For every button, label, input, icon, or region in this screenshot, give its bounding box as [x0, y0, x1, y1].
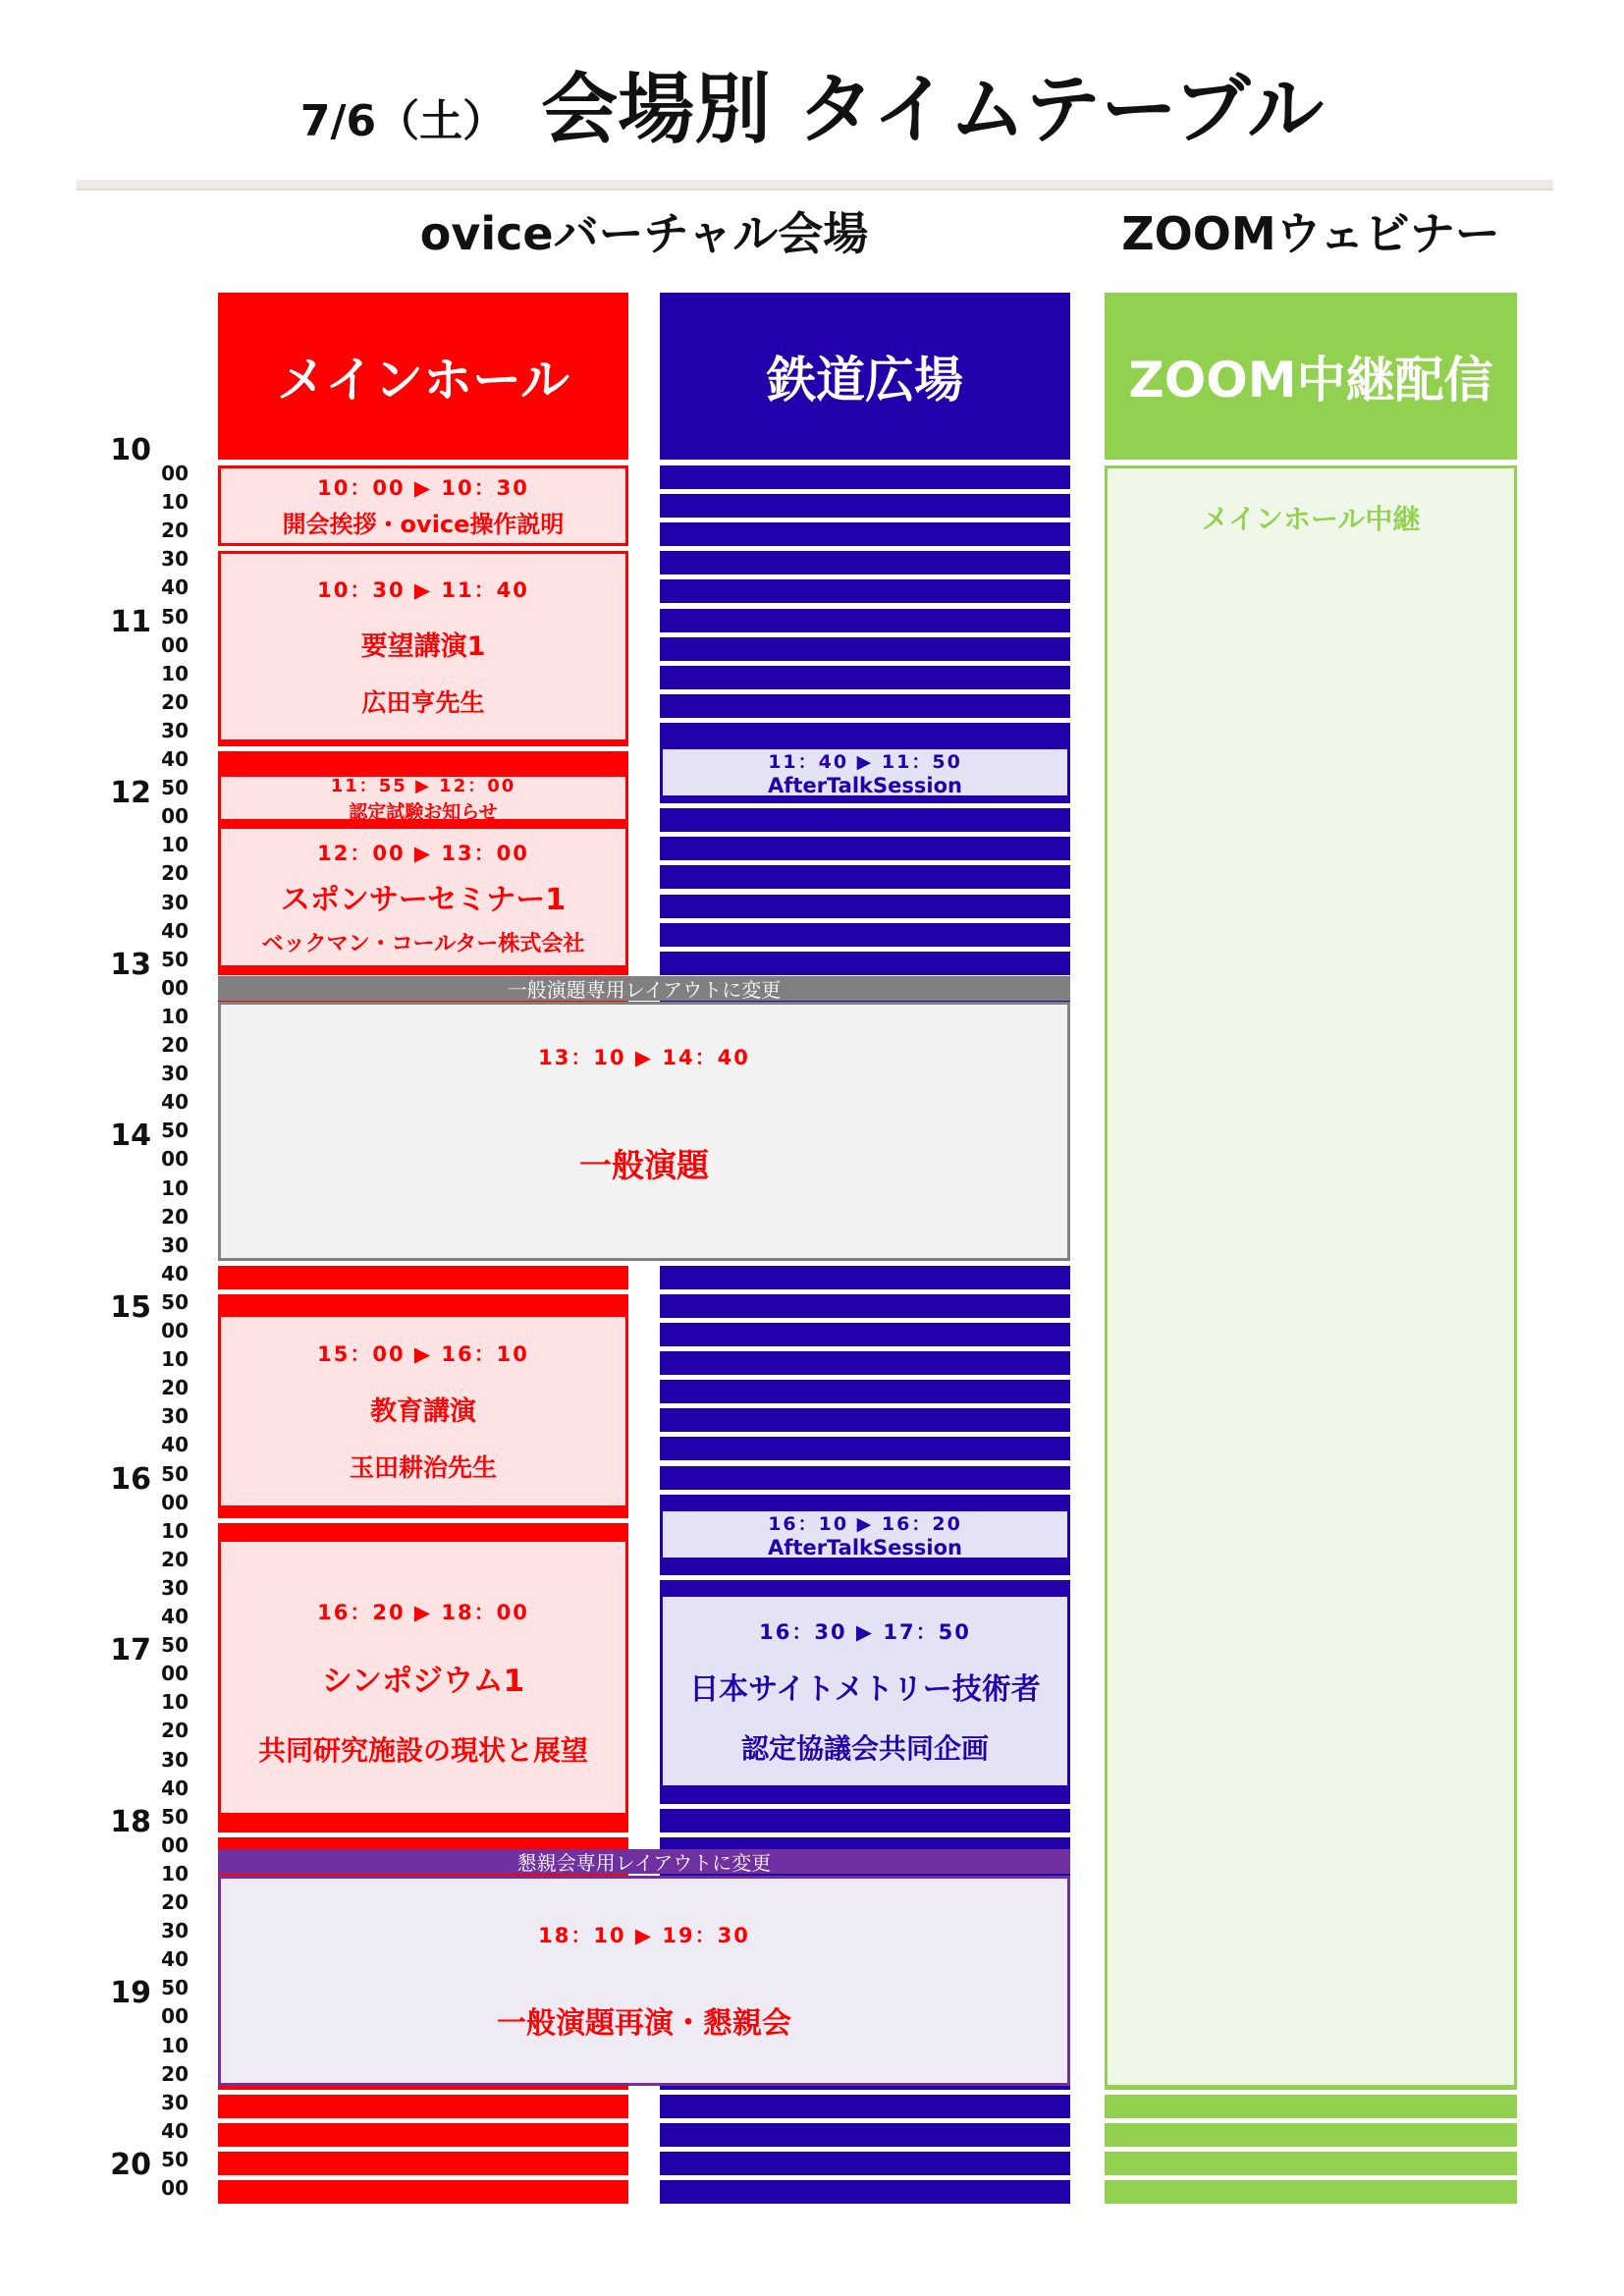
- hour-label: 10: [110, 433, 151, 467]
- session-time: 16：20 ▶ 18：00: [317, 1601, 529, 1624]
- hour-label: 15: [110, 1290, 151, 1325]
- hour-label: 20: [110, 2148, 151, 2182]
- time-slot-rail: [660, 837, 1070, 860]
- time-slot-rail: [660, 808, 1070, 832]
- time-slot-rail: [660, 465, 1070, 489]
- minute-label: 50: [161, 604, 189, 629]
- minute-label: 40: [161, 1261, 189, 1285]
- minute-label: 40: [161, 1433, 189, 1457]
- session-title: 一般演題: [579, 1146, 709, 1184]
- session-general-presentations[interactable]: [218, 1002, 1070, 1261]
- minute-label: 20: [161, 861, 189, 886]
- time-slot-rail: [660, 694, 1070, 718]
- column-header-zoom-relay: ZOOM中継配信: [1105, 293, 1517, 460]
- minute-label: 00: [161, 1319, 189, 1342]
- minute-label: 40: [161, 1947, 189, 1972]
- minute-label: 20: [161, 2061, 189, 2086]
- session-request-lecture-1[interactable]: [218, 551, 628, 742]
- time-slot-rail: [660, 1266, 1070, 1289]
- column-header-main-hall: メインホール: [218, 293, 628, 460]
- time-slot-rail: [660, 2123, 1070, 2147]
- session-after-talk-2[interactable]: [660, 1508, 1070, 1560]
- session-title: スポンサーセミナー1: [280, 883, 567, 917]
- venue-label-zoom: ZOOMウェビナー: [1121, 207, 1500, 260]
- session-title: AfterTalkSession: [768, 774, 962, 797]
- minute-label: 50: [161, 947, 189, 971]
- session-time: 10：00 ▶ 10：30: [317, 475, 529, 500]
- minute-label: 50: [161, 1289, 189, 1314]
- time-slot-main: [218, 2152, 628, 2175]
- hour-label: 18: [110, 1804, 151, 1839]
- session-title: 開会挨拶・ovice操作説明: [282, 511, 565, 539]
- session-title: 一般演題再演・懇親会: [497, 2006, 791, 2041]
- time-slot-rail: [660, 1466, 1070, 1490]
- minute-label: 30: [161, 1404, 189, 1429]
- minute-label: 00: [161, 2176, 189, 2200]
- time-slot-rail: [660, 1323, 1070, 1346]
- session-time: 11：55 ▶ 12：00: [330, 776, 516, 796]
- minute-label: 10: [161, 2033, 189, 2057]
- minute-label: 30: [161, 890, 189, 914]
- hour-label: 12: [110, 776, 151, 811]
- time-slot-rail: [660, 1809, 1070, 1832]
- session-speaker: ベックマン・コールター株式会社: [261, 931, 585, 957]
- session-subtitle: 認定協議会共同企画: [740, 1731, 989, 1765]
- minute-label: 10: [161, 661, 189, 685]
- session-sponsor-seminar-1[interactable]: [218, 826, 628, 968]
- session-time: 15：00 ▶ 16：10: [317, 1341, 529, 1366]
- minute-label: 20: [161, 1376, 189, 1400]
- session-title: メインホール中継: [1201, 503, 1421, 535]
- time-slot-rail: [660, 666, 1070, 689]
- minute-label: 50: [161, 1976, 189, 2000]
- minute-label: 00: [161, 462, 189, 485]
- minute-label: 30: [161, 718, 189, 742]
- session-time: 10：30 ▶ 11：40: [317, 578, 529, 602]
- session-time: 11：40 ▶ 11：50: [768, 751, 962, 773]
- minute-label: 30: [161, 1232, 189, 1257]
- minute-label: 00: [161, 632, 189, 657]
- session-subtitle: 共同研究施設の現状と展望: [257, 1734, 588, 1767]
- minute-label: 20: [161, 1204, 189, 1229]
- hour-label: 16: [110, 1461, 151, 1497]
- title-divider: [77, 180, 1553, 191]
- time-slot-rail: [660, 895, 1070, 918]
- session-title: 認定試験お知らせ: [349, 801, 498, 823]
- minute-label: 00: [161, 1490, 189, 1514]
- time-slot-main: [218, 2180, 628, 2204]
- time-slot-rail: [660, 609, 1070, 632]
- time-slot-zoom: [1105, 2180, 1517, 2204]
- minute-label: 20: [161, 1719, 189, 1743]
- minute-label: 30: [161, 1747, 189, 1772]
- session-time: 16：10 ▶ 16：20: [768, 1513, 962, 1535]
- time-slot-rail: [660, 637, 1070, 661]
- time-slot-main: [218, 2123, 628, 2147]
- session-title: 要望講演1: [360, 631, 486, 662]
- minute-label: 10: [161, 1518, 189, 1543]
- minute-label: 10: [161, 1347, 189, 1372]
- hour-label: 19: [110, 1976, 151, 2011]
- time-slot-zoom: [1105, 2152, 1517, 2175]
- session-title: 教育講演: [370, 1395, 476, 1427]
- layout-change-banner-social: 懇親会専用レイアウトに変更: [218, 1849, 1070, 1874]
- minute-label: 20: [161, 519, 189, 543]
- venue-label-ovice: oviceバーチャル会場: [419, 207, 869, 260]
- minute-label: 50: [161, 1804, 189, 1829]
- time-slot-zoom: [1105, 2095, 1517, 2118]
- time-slot-rail: [660, 952, 1070, 975]
- minute-label: 50: [161, 1119, 189, 1143]
- time-slot-rail: [660, 579, 1070, 603]
- minute-label: 20: [161, 689, 189, 714]
- time-slot-rail: [660, 2152, 1070, 2175]
- minute-label: 20: [161, 1033, 189, 1057]
- session-speaker: 広田亨先生: [361, 688, 485, 717]
- session-time: 18：10 ▶ 19：30: [538, 1924, 750, 1947]
- minute-label: 50: [161, 1461, 189, 1486]
- minute-label: 00: [161, 1832, 189, 1857]
- minute-label: 40: [161, 747, 189, 771]
- time-slot-main: [218, 1266, 628, 1289]
- session-cytometry-joint-program[interactable]: [660, 1594, 1070, 1788]
- session-time: 16：30 ▶ 17：50: [759, 1619, 971, 1644]
- time-slot-rail: [660, 865, 1070, 889]
- minute-label: 30: [161, 1062, 189, 1086]
- time-slot-rail: [660, 2095, 1070, 2118]
- minute-label: 40: [161, 918, 189, 943]
- minute-label: 00: [161, 804, 189, 829]
- minute-label: 10: [161, 1004, 189, 1028]
- minute-label: 40: [161, 1776, 189, 1800]
- time-slot-main: [218, 2095, 628, 2118]
- session-time: 12：00 ▶ 13：00: [317, 841, 529, 865]
- session-opening[interactable]: [218, 465, 628, 546]
- minute-label: 10: [161, 833, 189, 857]
- minute-label: 10: [161, 1175, 189, 1200]
- minute-label: 30: [161, 2090, 189, 2114]
- time-slot-rail: [660, 1437, 1070, 1460]
- session-rerun-and-social[interactable]: [218, 1876, 1070, 2086]
- time-slot-rail: [660, 1294, 1070, 1318]
- minute-label: 40: [161, 1605, 189, 1628]
- session-title: シンポジウム1: [321, 1664, 525, 1699]
- minute-label: 00: [161, 975, 189, 1000]
- time-slot-rail: [660, 1380, 1070, 1403]
- time-slot-rail: [660, 551, 1070, 574]
- column-header-railway-plaza: 鉄道広場: [660, 293, 1070, 460]
- page-date: 7/6（土）: [299, 96, 507, 146]
- page-title: [0, 61, 1624, 171]
- hour-label: 17: [110, 1633, 151, 1668]
- page-title-text: 会場別 タイムテーブル: [541, 66, 1325, 154]
- time-slot-zoom: [1105, 2123, 1517, 2147]
- session-title: AfterTalkSession: [768, 1536, 962, 1559]
- minute-label: 10: [161, 490, 189, 515]
- hour-label: 14: [110, 1119, 151, 1154]
- session-educational-lecture[interactable]: [218, 1314, 628, 1508]
- minute-label: 40: [161, 1090, 189, 1115]
- minute-label: 40: [161, 575, 189, 600]
- session-speaker: 玉田耕治先生: [349, 1453, 497, 1483]
- time-slot-rail: [660, 1408, 1070, 1432]
- minute-label: 30: [161, 1919, 189, 1943]
- time-slot-rail: [660, 1351, 1070, 1375]
- minute-label: 00: [161, 1147, 189, 1172]
- session-time: 13：10 ▶ 14：40: [538, 1046, 750, 1069]
- time-slot-rail: [660, 923, 1070, 947]
- session-symposium-1[interactable]: [218, 1539, 628, 1816]
- minute-label: 40: [161, 2118, 189, 2143]
- session-main-hall-relay[interactable]: [1105, 465, 1517, 2088]
- minute-label: 10: [161, 1861, 189, 1886]
- session-certification-notice[interactable]: [218, 774, 628, 822]
- time-slot-rail: [660, 522, 1070, 546]
- minute-label: 00: [161, 2004, 189, 2029]
- hour-label: 13: [110, 947, 151, 982]
- minute-label: 00: [161, 1662, 189, 1686]
- layout-change-banner-general: 一般演題専用レイアウトに変更: [218, 976, 1070, 1001]
- minute-label: 20: [161, 1890, 189, 1914]
- session-title: 日本サイトメトリー技術者: [689, 1672, 1041, 1707]
- hour-label: 11: [110, 604, 151, 639]
- minute-label: 50: [161, 776, 189, 800]
- minute-label: 50: [161, 1633, 189, 1658]
- time-slot-rail: [660, 2180, 1070, 2204]
- minute-label: 10: [161, 1690, 189, 1715]
- minute-label: 30: [161, 547, 189, 572]
- minute-label: 30: [161, 1575, 189, 1600]
- session-after-talk-1[interactable]: [660, 746, 1070, 798]
- time-slot-rail: [660, 494, 1070, 518]
- minute-label: 20: [161, 1547, 189, 1571]
- time-slot-rail: [660, 723, 1070, 746]
- minute-label: 50: [161, 2147, 189, 2171]
